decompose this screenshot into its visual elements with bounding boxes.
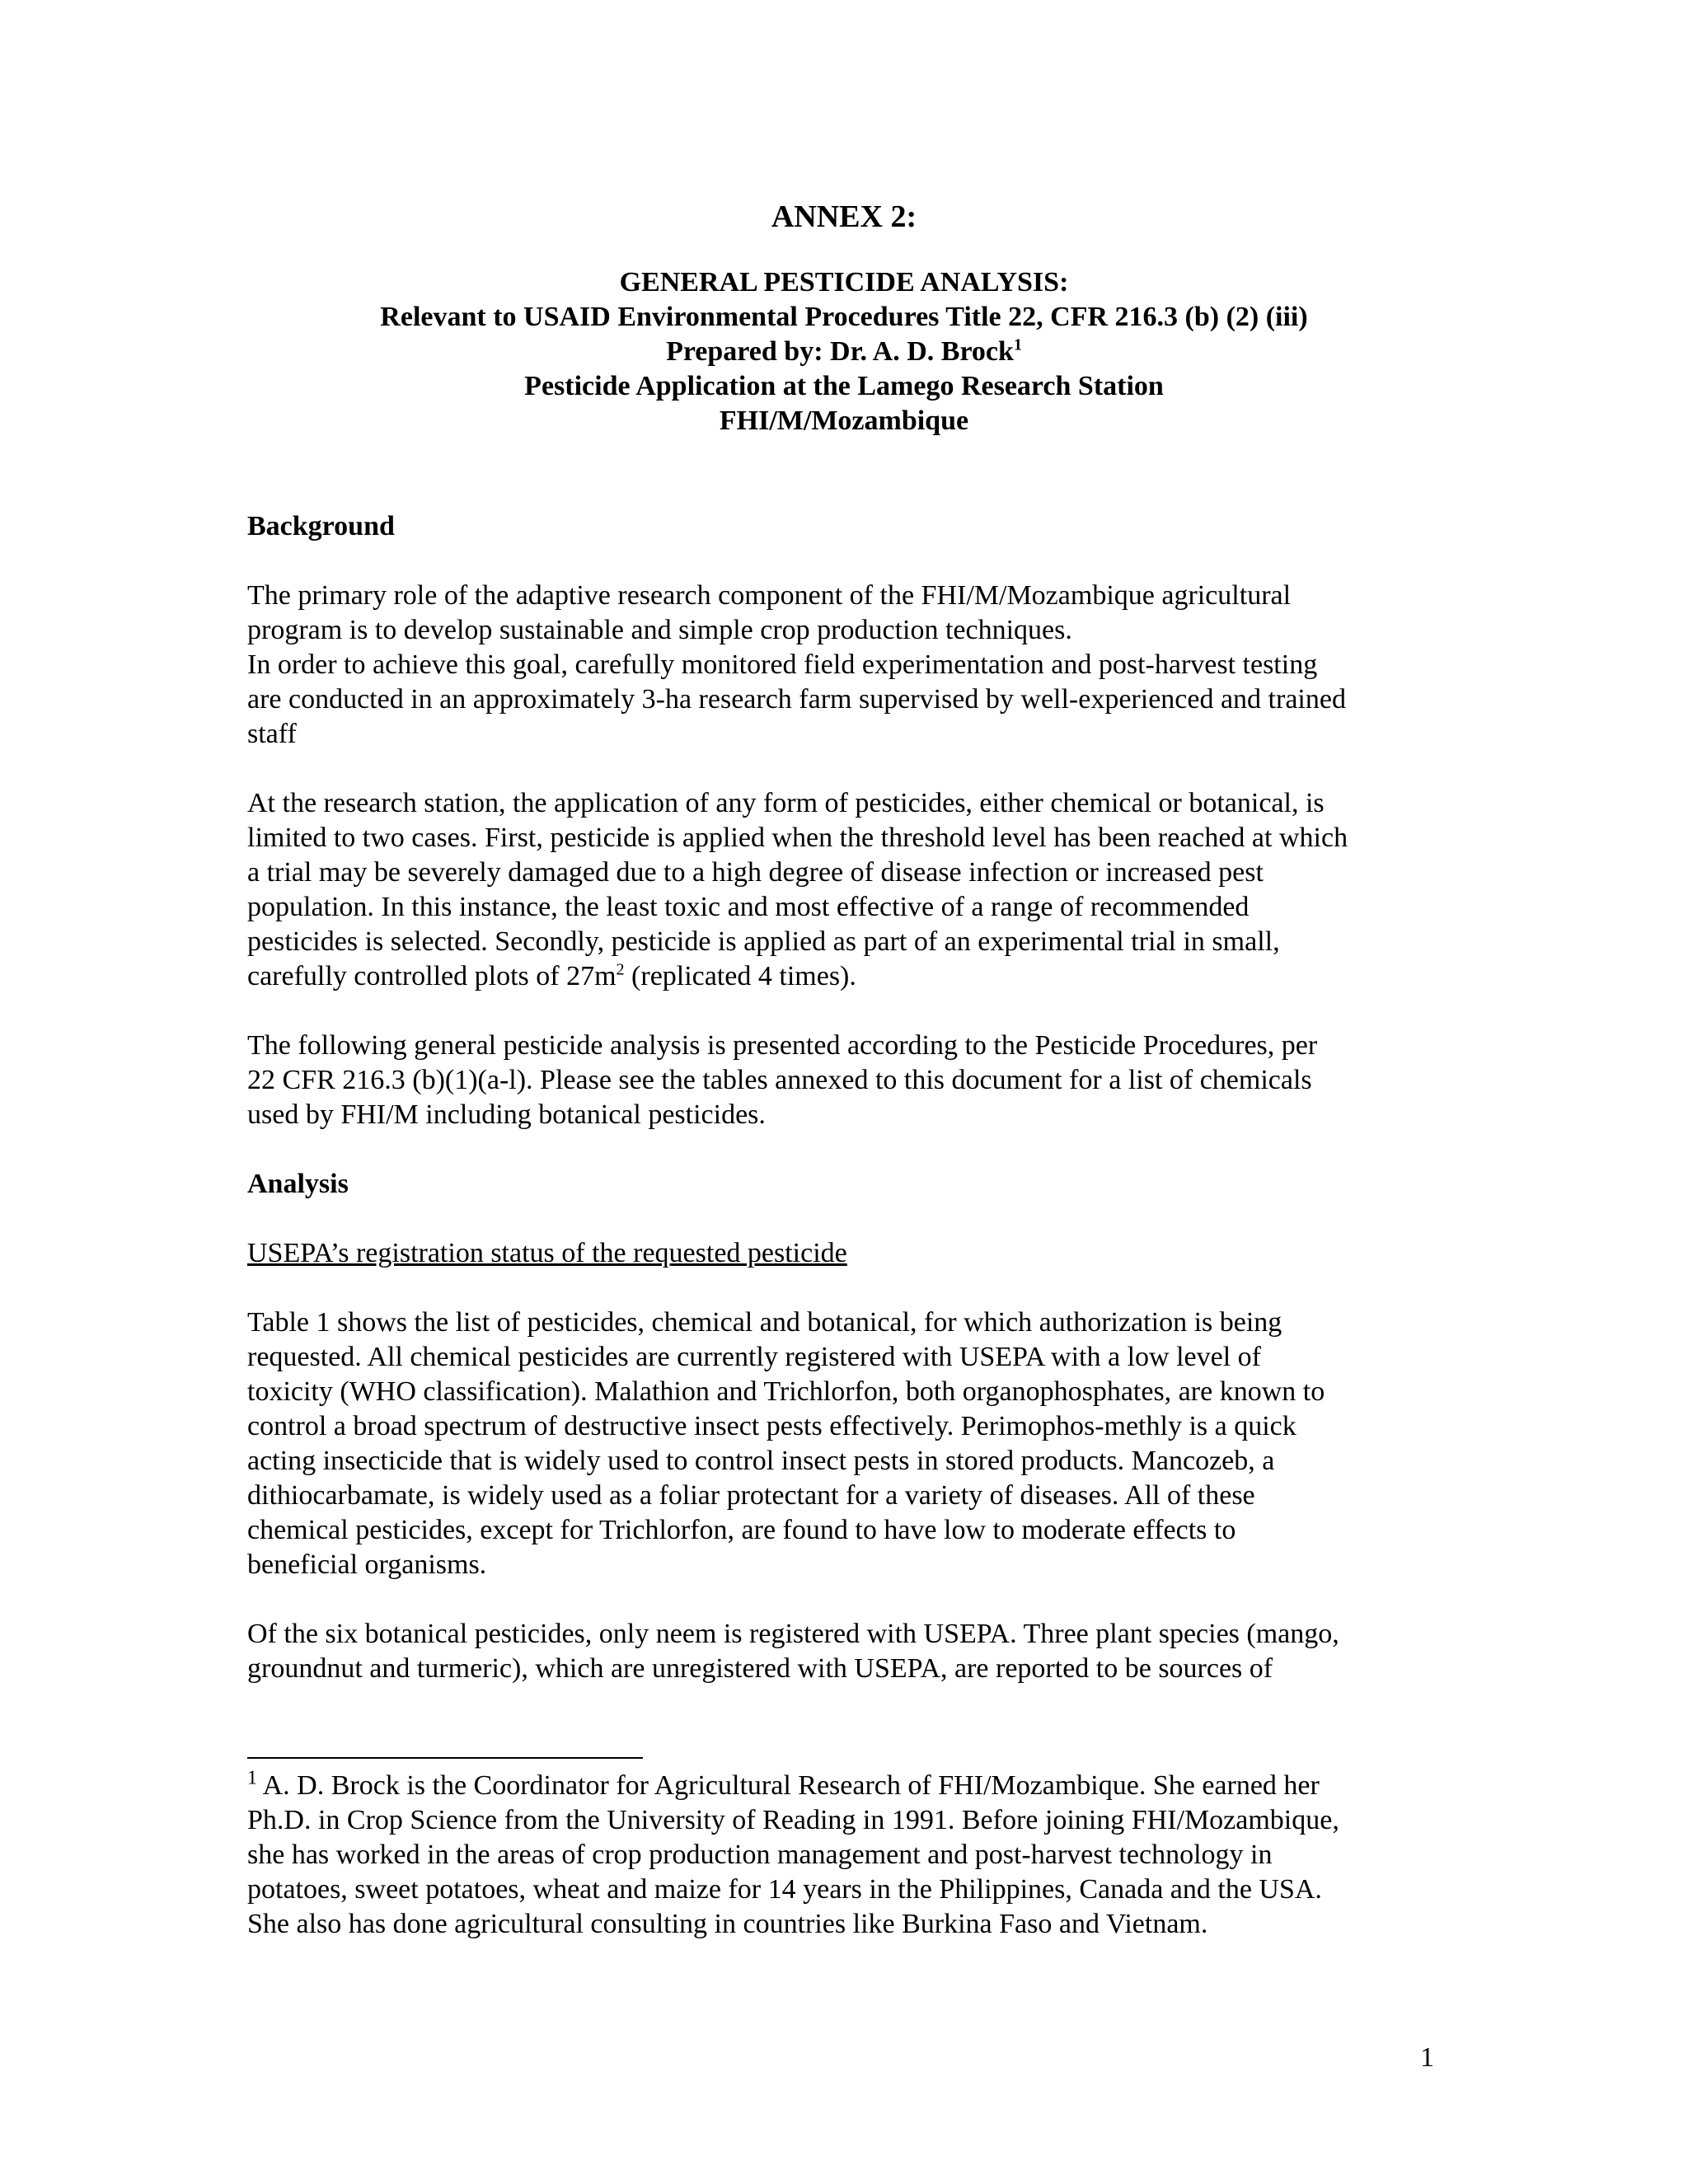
background-paragraph-2 [247, 786, 1451, 994]
text-line: used by FHI/M including botanical pesticides. [247, 1099, 766, 1130]
text-line: At the research station, the application of any form of pesticides, either chemical or botanical, is [247, 788, 1325, 818]
text-line: staff [247, 719, 297, 749]
text-line: In order to achieve this goal, carefully monitored field experimentation and post-harvest testing [247, 649, 1318, 680]
header-line-3 [0, 335, 1688, 369]
author-line: Prepared by: Dr. A. D. Brock [666, 336, 1014, 367]
footnote-mark: 1 [247, 1767, 257, 1789]
text-line: are conducted in an approximately 3-ha research farm supervised by well-experienced and trained [247, 684, 1346, 715]
background-paragraph-1 [247, 579, 1451, 752]
text-line: pesticides is selected. Secondly, pesticide is applied as part of an experimental trial in small, [247, 926, 1280, 957]
header-line-2: Relevant to USAID Environmental Procedures Title 22, CFR 216.3 (b) (2) (iii) [380, 302, 1308, 332]
text-line: toxicity (WHO classification). Malathion and Trichlorfon, both organophosphates, are known to [247, 1376, 1325, 1407]
text-line: The primary role of the adaptive research component of the FHI/M/Mozambique agricultural [247, 580, 1292, 611]
text-line: a trial may be severely damaged due to a high degree of disease infection or increased pest [247, 857, 1264, 888]
text-line: chemical pesticides, except for Trichlorfon, are found to have low to moderate effects to [247, 1515, 1236, 1545]
text-line: Table 1 shows the list of pesticides, chemical and botanical, for which authorization is being [247, 1307, 1282, 1338]
text-segment: A. D. Brock is the Coordinator for Agricultural Research of FHI/Mozambique. She earned her [257, 1770, 1320, 1801]
footnote-reference: 1 [1013, 335, 1022, 354]
background-paragraph-3 [247, 1029, 1451, 1132]
page-number: 1 [1420, 2042, 1434, 2073]
text-line: she has worked in the areas of crop production management and post-harvest technology in [247, 1840, 1273, 1870]
text-line: groundnut and turmeric), which are unregistered with USEPA, are reported to be sources of [247, 1653, 1273, 1684]
text-line: acting insecticide that is widely used to control insect pests in stored products. Mancozeb, a [247, 1446, 1275, 1476]
text-line: program is to develop sustainable and simple crop production techniques. [247, 615, 1072, 645]
text-line: Of the six botanical pesticides, only neem is registered with USEPA. Three plant species (mango, [247, 1619, 1339, 1649]
analysis-subheading: USEPA’s registration status of the requested pesticide [247, 1238, 847, 1268]
text-line: requested. All chemical pesticides are currently registered with USEPA with a low level of [247, 1342, 1261, 1372]
text-line: Ph.D. in Crop Science from the University of Reading in 1991. Before joining FHI/Mozambique, [247, 1805, 1339, 1835]
superscript: 2 [616, 960, 625, 979]
text-line [247, 959, 1451, 994]
annex-title: ANNEX 2: [771, 199, 917, 234]
text-line: 22 CFR 216.3 (b)(1)(a-l). Please see the tables annexed to this document for a list of chemicals [247, 1065, 1312, 1095]
header-line-5: FHI/M/Mozambique [719, 405, 969, 436]
analysis-paragraph-2 [247, 1617, 1451, 1686]
text-line: population. In this instance, the least toxic and most effective of a range of recommended [247, 892, 1250, 922]
analysis-heading: Analysis [247, 1169, 349, 1199]
header-line-4: Pesticide Application at the Lamego Research Station [524, 371, 1164, 401]
footnote-divider [247, 1757, 643, 1759]
text-segment: (replicated 4 times). [624, 961, 856, 991]
text-line: The following general pesticide analysis is presented according to the Pesticide Procedures, per [247, 1030, 1318, 1061]
document-header [0, 265, 1688, 438]
footnote [247, 1769, 1451, 1942]
text-line: potatoes, sweet potatoes, wheat and maize for 14 years in the Philippines, Canada and the USA. [247, 1874, 1322, 1905]
text-line: She also has done agricultural consulting in countries like Burkina Faso and Vietnam. [247, 1909, 1208, 1939]
text-line: dithiocarbamate, is widely used as a foliar protectant for a variety of diseases. All of these [247, 1480, 1255, 1511]
text-line: beneficial organisms. [247, 1549, 487, 1580]
text-line: control a broad spectrum of destructive insect pests effectively. Perimophos-methly is a quick [247, 1411, 1296, 1441]
text-line [247, 1769, 1451, 1803]
text-line: limited to two cases. First, pesticide is applied when the threshold level has been reached at which [247, 823, 1348, 853]
background-heading: Background [247, 511, 395, 541]
text-segment: carefully controlled plots of 27m [247, 961, 617, 991]
header-line-1: GENERAL PESTICIDE ANALYSIS: [619, 267, 1069, 298]
analysis-paragraph-1 [247, 1305, 1451, 1582]
